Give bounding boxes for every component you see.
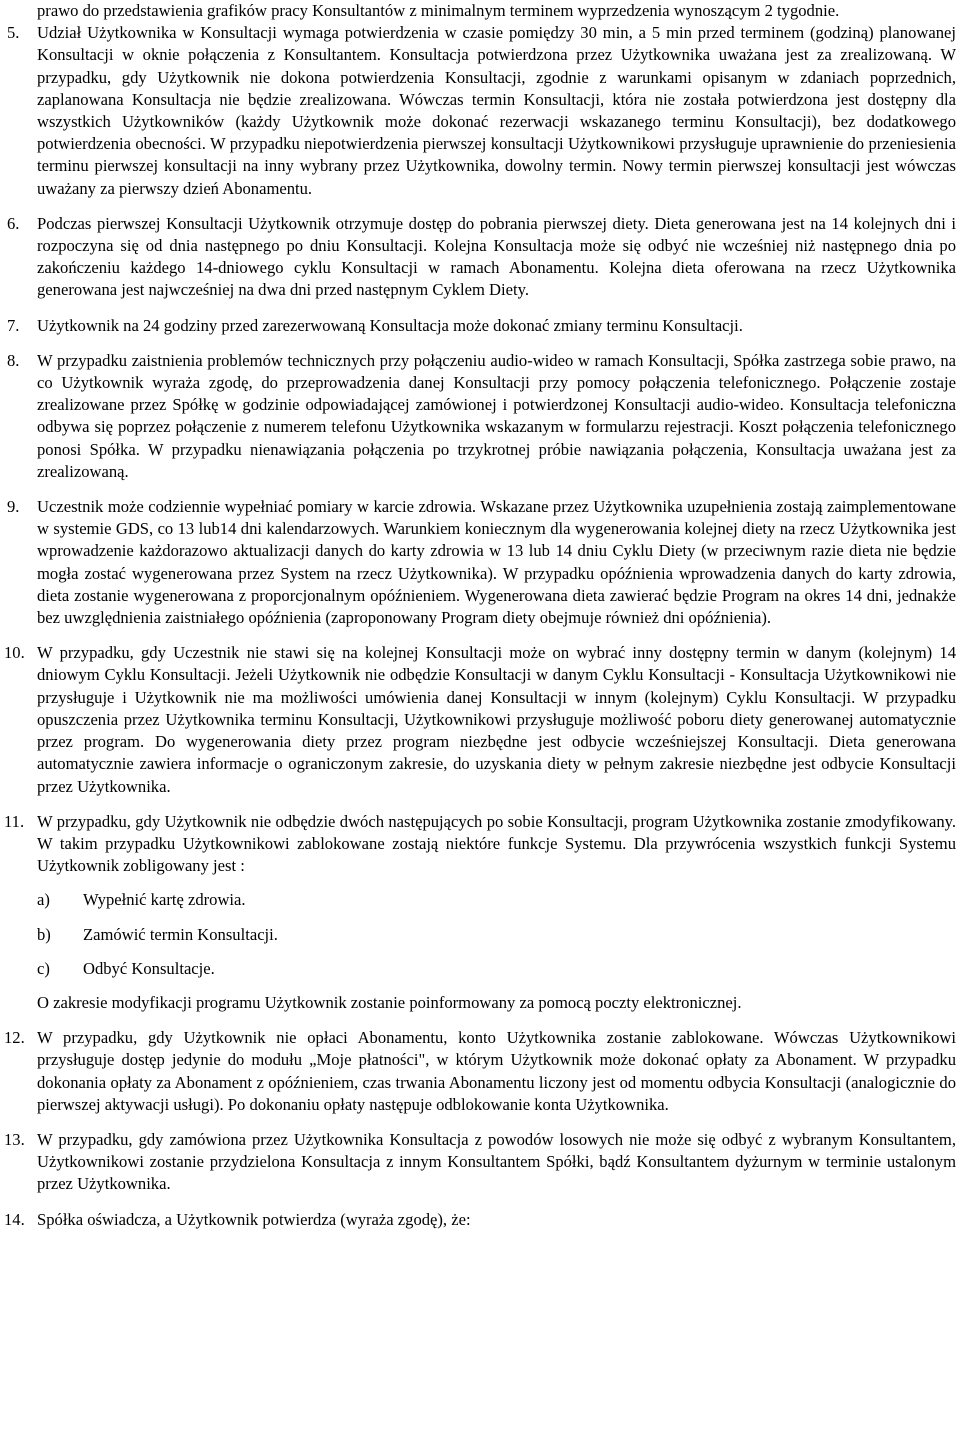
item-number: 14.: [4, 1209, 25, 1229]
list-item-10: [4, 642, 956, 797]
item-text: Udział Użytkownika w Konsultacji wymaga potwierdzenia w czasie pomiędzy 30 min, a 5 min przed terminem (godziną) planowanej Konsultacji w oknie połączenia z Konsultantem. Konsultacja potwierdzona przez Użytkownika uważana jest za zrealizowaną. W przypadku, gdy Użytkownik nie dokona potwierdzenia Konsultacji, zgodnie z warunkami opisanym w zdaniach poprzednich, zaplanowana Konsultacja nie będzie zrealizowana. Wówczas termin Konsultacji, która nie została potwierdzona jest dostępny dla wszystkich Użytkowników (każdy Użytkownik może dokonać rezerwacji wskazanego terminu Konsultacji), bez dodatkowego potwierdzenia obecności. W przypadku niepotwierdzenia pierwszej konsultacji Użytkownikowi przysługuje uprawnienie do przeniesienia terminu pierwszej konsultacji na inny wybrany przez Użytkownika, dowolny termin. Nowy termin pierwszej konsultacji jest wówczas uważany za pierwszy dzień Abonamentu.: [37, 23, 956, 198]
sub-item-label: b): [37, 924, 51, 944]
item-text: W przypadku zaistnienia problemów technicznych przy połączeniu audio-wideo w ramach Konsultacji, Spółka zastrzega sobie prawo, na co Użytkownik wyraża zgodę, do przeprowadzenia danej Konsultacji przy pomocy połączenia telefonicznego. Połączenie zostaje zrealizowane przez Spółkę w godzinie odpowiadającej zamówionej i potwierdzonej Konsultacji audio-wideo. Konsultacja telefoniczna odbywa się poprzez połączenie z numerem telefonu Użytkownika wskazanym w formularzu rejestracji. Koszt połączenia telefonicznego ponosi Spółka. W przypadku nienawiązania połączenia po trzykrotnej próbie nawiązania połączenia, Konsultacja uważana jest za zrealizowaną.: [37, 350, 956, 481]
list-item-9: [7, 496, 956, 629]
sub-item-b: [37, 924, 956, 946]
sub-item-label: c): [37, 958, 50, 978]
sub-item-a: [37, 889, 956, 911]
sub-item-text: Zamówić termin Konsultacji.: [83, 924, 278, 944]
item-text: Uczestnik może codziennie wypełniać pomiary w karcie zdrowia. Wskazane przez Użytkownika uzupełnienia zostają zaimplementowane w systemie GDS, co 13 lub14 dni kalendarzowych. Warunkiem koniecznym dla wygenerowania kolejnej diety na rzecz Użytkownika jest wprowadzenie każdorazowo aktualizacji danych do karty zdrowia w 13 lub 14 dniu Cyklu Diety (w przeciwnym razie dieta nie będzie mogła zostać wygenerowana przez System na rzecz Użytkownika). W przypadku opóźnienia wprowadzenia danych do karty zdrowia, dieta zostanie wygenerowana z proporcjonalnym opóźnieniem. Wygenerowana dieta zawierać będzie Program na okres 14 dni, jednakże bez uwzględnienia zaistniałego opóźnienia (zaproponowany Program diety obejmuje również dni opóźnienia).: [37, 497, 956, 628]
item-number: 12.: [4, 1028, 25, 1048]
list-item-13: [4, 1129, 956, 1196]
item-text: Użytkownik na 24 godziny przed zarezerwowaną Konsultacja może dokonać zmiany terminu Konsultacji.: [37, 315, 743, 335]
item-text: W przypadku, gdy Użytkownik nie odbędzie dwóch następujących po sobie Konsultacji, program Użytkownika zostanie zmodyfikowany. W takim przypadku Użytkownikowi zablokowane zostają niektóre funkcje Systemu. Dla przywrócenia wszystkich funkcji Systemu Użytkownik zobligowany jest :: [37, 811, 956, 876]
list-item-11: [4, 811, 956, 1014]
list-item-12: [4, 1027, 956, 1116]
item-number: 11.: [4, 811, 25, 831]
sub-item-text: Odbyć Konsultacje.: [83, 958, 215, 978]
intro-paragraph: prawo do przedstawienia grafików pracy Konsultantów z minimalnym terminem wyprzedzenia wynoszącym 2 tygodnie.: [37, 1, 840, 20]
sub-item-label: a): [37, 890, 50, 910]
item-number: 8.: [7, 350, 20, 370]
item-number: 10.: [4, 643, 25, 663]
sub-item-c: [37, 958, 956, 980]
item-number: 5.: [7, 23, 20, 43]
item-text: W przypadku, gdy zamówiona przez Użytkownika Konsultacja z powodów losowych nie może się odbyć z wybranym Konsultantem, Użytkownikowi zostanie przydzielona Konsultacja z innym Konsultantem Spółki, bądź Konsultantem dyżurnym w terminie ustalonym przez Użytkownika.: [37, 1129, 956, 1194]
item-number: 13.: [4, 1129, 25, 1149]
item-number: 7.: [7, 315, 20, 335]
list-item-14: [4, 1209, 956, 1231]
item-text: Spółka oświadcza, a Użytkownik potwierdza (wyraża zgodę), że:: [37, 1209, 471, 1229]
item-text: W przypadku, gdy Uczestnik nie stawi się na kolejnej Konsultacji może on wybrać inny dostępny termin w danym (kolejnym) 14 dniowym Cyklu Konsultacji. Jeżeli Użytkownik nie odbędzie Konsultacji w danym Cyklu Konsultacji - Konsultacja Użytkownikowi nie przysługuje i Użytkownik nie ma możliwości umówienia danej Konsultacji w innym (kolejnym) Cyklu Konsultacji. W przypadku opuszczenia przez Użytkownika terminu Konsultacji, Użytkownikowi przysługuje możliwość poboru diety generowanej automatycznie przez program. Do wygenerowania diety przez program niezbędne jest odbycie wcześniejszej Konsultacji. Dieta generowana automatycznie zawiera informacje o ograniczonym zakresie, do uzyskania diety w pełnym zakresie niezbędne jest odbycie Konsultacji przez Użytkownika.: [37, 643, 956, 796]
item-text: Podczas pierwszej Konsultacji Użytkownik otrzymuje dostęp do pobrania pierwszej diety. Dieta generowana jest na 14 kolejnych dni i rozpoczyna się od dnia następnego po dniu Konsultacji. Kolejna Konsultacja może się odbyć nie wcześniej niż następnego dnia po zakończeniu każdego 14-dniowego cyklu Konsultacji w ramach Abonamentu. Kolejna dieta oferowana na rzecz Użytkownika generowana jest najwcześniej na dwa dni przed następnym Cyklem Diety.: [37, 213, 956, 300]
list-item-5: [7, 22, 956, 200]
list-item-6: [7, 213, 956, 302]
item-text: W przypadku, gdy Użytkownik nie opłaci Abonamentu, konto Użytkownika zostanie zablokowane. Wówczas Użytkownikowi przysługuje dostęp jedynie do modułu „Moje płatności", w którym Użytkownik może dokonać opłaty za Abonament. W przypadku dokonania opłaty za Abonament z opóźnieniem, czas trwania Abonamentu liczony jest od momentu odbycia Konsultacji (analogicznie do pierwszej aktywacji usługi). Po dokonaniu opłaty następuje odblokowanie konta Użytkownika.: [37, 1028, 956, 1114]
item-after-text: O zakresie modyfikacji programu Użytkownik zostanie poinformowany za pomocą poczty elektronicznej.: [37, 992, 742, 1012]
list-item-7: [7, 315, 956, 337]
sub-item-text: Wypełnić kartę zdrowia.: [83, 890, 246, 910]
item-number: 6.: [7, 213, 20, 233]
list-item-8: [7, 350, 956, 483]
item-number: 9.: [7, 497, 20, 517]
